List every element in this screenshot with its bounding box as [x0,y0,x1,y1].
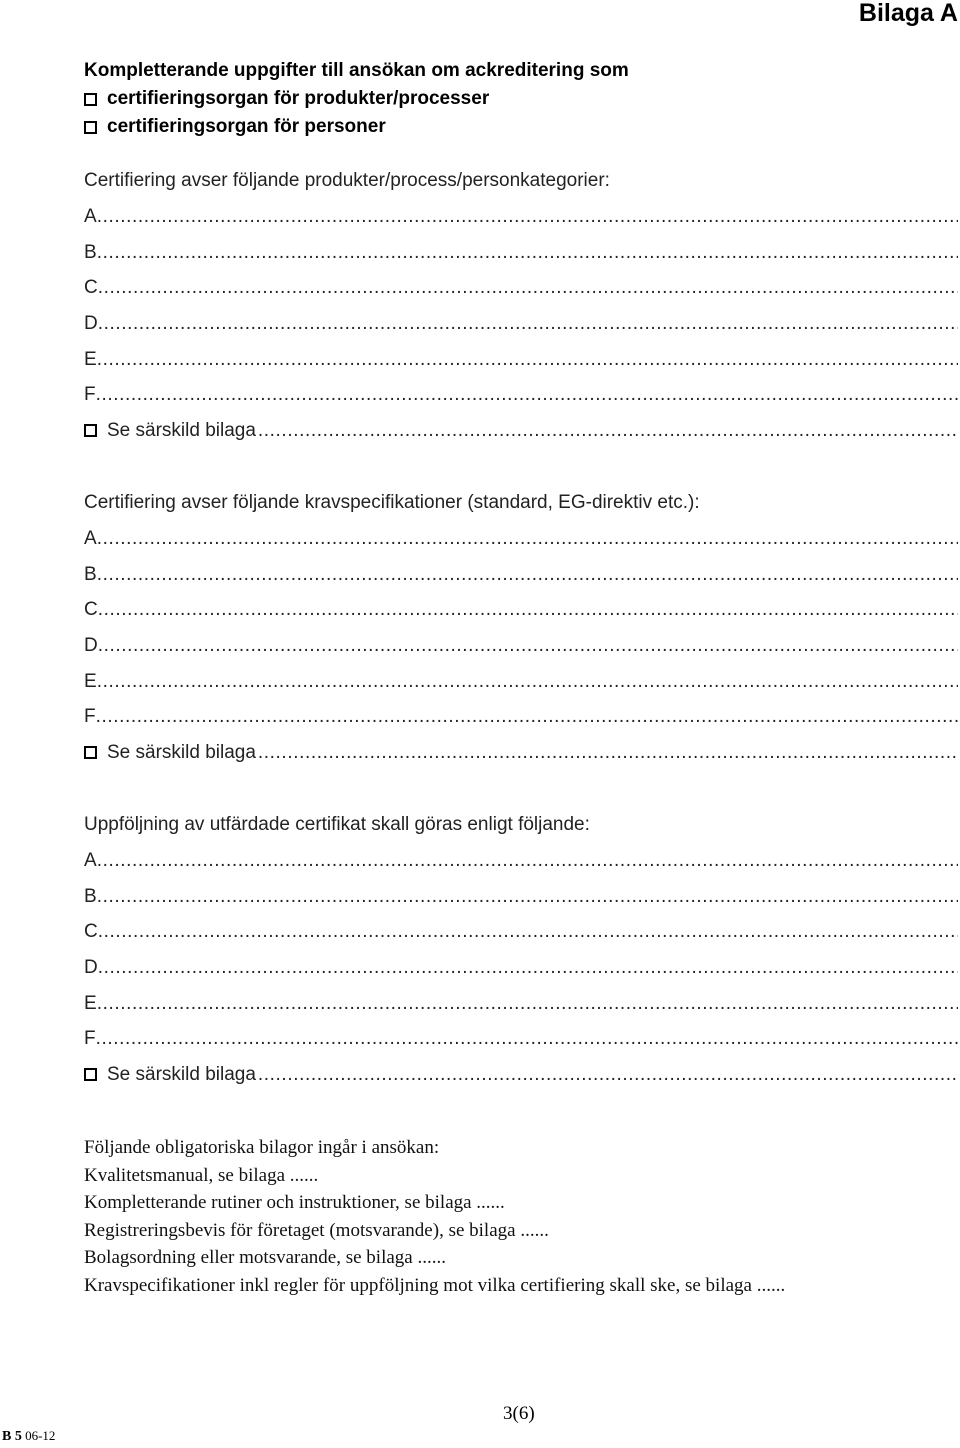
fill-line[interactable] [98,270,958,306]
entry-row-b[interactable] [84,879,958,915]
title-line: Kompletterande uppgifter till ansökan om ackreditering som [84,60,629,81]
row-letter: B [84,241,97,263]
fill-line[interactable] [258,413,958,449]
annex-item-registration: Registreringsbevis för företaget (motsvarande), se bilaga ...... [84,1219,549,1241]
fill-line[interactable] [258,735,958,771]
annex-item-quality-manual: Kvalitetsmanual, se bilaga ...... [84,1164,319,1186]
fill-line[interactable] [98,592,958,628]
entry-row-f[interactable] [84,699,958,735]
row-letter: D [84,957,98,979]
fill-line[interactable] [96,377,958,413]
entry-row-e[interactable] [84,342,958,378]
entry-row-b[interactable] [84,557,958,593]
row-letter: F [84,1028,96,1050]
fill-line[interactable] [98,306,958,342]
row-letter: E [84,670,97,692]
checkbox-see-annex[interactable] [84,746,97,759]
entry-row-c[interactable] [84,914,958,950]
row-letter: E [84,992,97,1014]
option-persons-label: certifieringsorgan för personer [107,116,386,137]
row-letter: F [84,706,96,728]
fill-line[interactable] [97,199,958,235]
option-product-process-label: certifieringsorgan för produkter/processer [107,88,490,109]
option-persons[interactable] [84,113,629,141]
entry-row-c[interactable] [84,270,958,306]
fill-line[interactable] [97,843,958,879]
entry-row-a[interactable] [84,521,958,557]
entry-row-a[interactable] [84,843,958,879]
annex-label: Bilaga A [858,0,958,27]
annex-item-articles: Bolagsordning eller motsvarande, se bilaga ...... [84,1247,446,1268]
page-number: 3(6) [503,1403,535,1424]
row-letter: D [84,313,98,335]
entry-row-e[interactable] [84,664,958,700]
section-products [84,163,958,449]
checkbox-product-process[interactable] [84,93,97,106]
fill-line[interactable] [98,914,958,950]
option-product-process[interactable] [84,85,629,113]
fill-line[interactable] [97,664,958,700]
form-code-id: B 5 [2,1429,22,1444]
fill-line[interactable] [97,521,958,557]
see-annex-label: Se särskild bilaga [107,742,256,764]
fill-line[interactable] [98,628,958,664]
fill-line[interactable] [97,235,958,271]
section-heading: Certifiering avser följande produkter/process/personkategorier: [84,170,610,191]
fill-line[interactable] [258,1057,958,1093]
entry-row-f[interactable] [84,1021,958,1057]
entry-row-d[interactable] [84,950,958,986]
annex-item-routines: Kompletterande rutiner och instruktioner, se bilaga ...... [84,1192,505,1213]
row-letter: C [84,599,98,621]
row-letter: C [84,921,98,943]
entry-row-d[interactable] [84,628,958,664]
entry-row-e[interactable] [84,986,958,1022]
mandatory-annexes [84,1134,785,1299]
entry-row-see-annex[interactable] [84,1057,958,1093]
fill-line[interactable] [96,699,958,735]
section-heading: Certifiering avser följande kravspecifikationer (standard, EG-direktiv etc.): [84,492,700,513]
row-letter: F [84,384,96,406]
entry-row-see-annex[interactable] [84,735,958,771]
checkbox-see-annex[interactable] [84,424,97,437]
row-letter: B [84,563,97,585]
form-title [84,57,629,141]
row-letter: A [84,850,97,871]
entry-row-b[interactable] [84,235,958,271]
checkbox-persons[interactable] [84,121,97,134]
form-code-date: 06-12 [25,1428,56,1443]
fill-line[interactable] [97,879,958,915]
entry-row-d[interactable] [84,306,958,342]
see-annex-label: Se särskild bilaga [107,1064,256,1086]
fill-line[interactable] [97,342,958,378]
entry-row-see-annex[interactable] [84,413,958,449]
row-letter: B [84,885,97,907]
annex-item-requirement-specs: Kravspecifikationer inkl regler för uppföljning mot vilka certifiering skall ske, se bilaga ...... [84,1274,786,1296]
row-letter: A [84,528,97,549]
row-letter: E [84,348,97,370]
fill-line[interactable] [97,557,958,593]
checkbox-see-annex[interactable] [84,1068,97,1081]
section-follow-up [84,807,958,1093]
section-requirements-specs [84,485,958,771]
mandatory-annexes-heading: Följande obligatoriska bilagor ingår i ansökan: [84,1137,440,1158]
fill-line[interactable] [96,1021,958,1057]
entry-row-a[interactable] [84,199,958,235]
row-letter: D [84,635,98,657]
section-heading: Uppföljning av utfärdade certifikat skall göras enligt följande: [84,814,590,835]
fill-line[interactable] [97,986,958,1022]
see-annex-label: Se särskild bilaga [107,420,256,442]
entry-row-c[interactable] [84,592,958,628]
fill-line[interactable] [98,950,958,986]
row-letter: A [84,206,97,227]
entry-row-f[interactable] [84,377,958,413]
form-code [2,1426,55,1447]
row-letter: C [84,277,98,299]
